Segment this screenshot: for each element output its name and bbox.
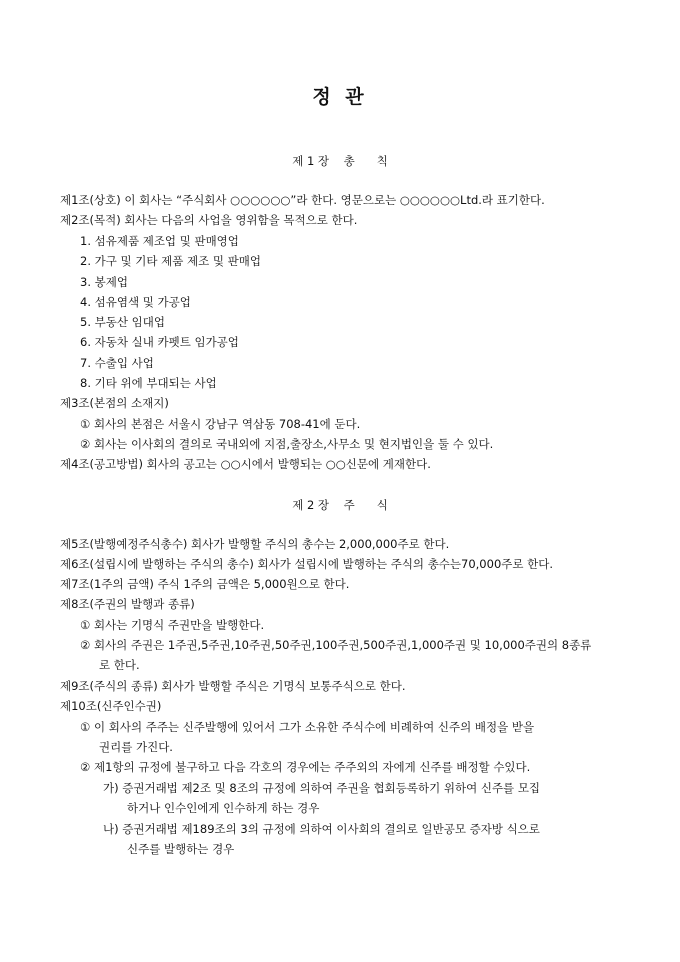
article-2: 제2조(목적) 회사는 다음의 사업을 영위함을 목적으로 한다. [60, 213, 358, 227]
article-10-clause-2-item-b-cont: 신주를 발행하는 경우 [127, 842, 235, 856]
article-2-item-3: 3. 봉제업 [80, 275, 128, 289]
chapter-1-heading: 제 1 장 총 칙 [292, 154, 388, 168]
article-10-clause-2: ② 제1항의 규정에 불구하고 다음 각호의 경우에는 주주외의 자에게 신주를 배정할 수있다. [80, 760, 531, 774]
article-7: 제7조(1주의 금액) 주식 1주의 금액은 5,000원으로 한다. [60, 577, 350, 591]
article-8-clause-2: ② 회사의 주권은 1주권,5주권,10주권,50주권,100주권,500주권,1,000주권 및 10,000주권의 8종류 [80, 638, 592, 652]
article-3-clause-1: ① 회사의 본점은 서울시 강남구 역삼동 708-41에 둔다. [80, 417, 361, 431]
article-6: 제6조(설립시에 발행하는 주식의 총수) 회사가 설립시에 발행하는 주식의 총수는70,000주로 한다. [60, 557, 554, 571]
document-title: 정 관 [312, 86, 368, 108]
article-2-item-1: 1. 섬유제품 제조업 및 판매영업 [80, 234, 239, 248]
article-2-item-7: 7. 수출입 사업 [80, 356, 154, 370]
article-2-item-4: 4. 섬유염색 및 가공업 [80, 295, 191, 309]
article-8-clause-2-cont: 로 한다. [99, 658, 140, 672]
article-2-item-6: 6. 자동차 실내 카펫트 임가공업 [80, 335, 239, 349]
article-5: 제5조(발행예정주식총수) 회사가 발행할 주식의 총수는 2,000,000주로 한다. [60, 537, 450, 551]
article-2-item-8: 8. 기타 위에 부대되는 사업 [80, 376, 217, 390]
article-10-clause-1: ① 이 회사의 주주는 신주발행에 있어서 그가 소유한 주식수에 비례하여 신주의 배정을 받을 [80, 720, 535, 734]
article-3: 제3조(본점의 소재지) [60, 396, 169, 410]
article-2-item-5: 5. 부동산 임대업 [80, 315, 165, 329]
article-10-clause-2-item-a: 가) 증권거래법 제2조 및 8조의 규정에 의하여 주권을 협회등록하기 위하여 신주를 모집 [103, 781, 541, 795]
article-8-clause-1: ① 회사는 기명식 주권만을 발행한다. [80, 618, 265, 632]
article-10-clause-2-item-b: 나) 증권거래법 제189조의 3의 규정에 의하여 이사회의 결의로 일반공모 증자방 식으로 [103, 822, 540, 836]
article-4: 제4조(공고방법) 회사의 공고는 ○○시에서 발행되는 ○○신문에 게재한다. [60, 457, 431, 471]
article-10-clause-2-item-a-cont: 하거나 인수인에게 인수하게 하는 경우 [127, 801, 320, 815]
chapter-2-heading: 제 2 장 주 식 [292, 498, 388, 512]
article-1: 제1조(상호) 이 회사는 “주식회사 ○○○○○○”라 한다. 영문으로는 ○○○○○○Ltd.라 표기한다. [60, 193, 545, 207]
article-3-clause-2: ② 회사는 이사회의 결의로 국내외에 지점,출장소,사무소 및 현지법인을 둘 수 있다. [80, 437, 494, 451]
article-10-clause-1-cont: 권리를 가진다. [99, 740, 173, 754]
article-10: 제10조(신주인수권) [60, 699, 162, 713]
article-2-item-2: 2. 가구 및 기타 제품 제조 및 판매업 [80, 254, 261, 268]
article-8: 제8조(주권의 발행과 종류) [60, 597, 195, 611]
article-9: 제9조(주식의 종류) 회사가 발행할 주식은 기명식 보통주식으로 한다. [60, 679, 406, 693]
